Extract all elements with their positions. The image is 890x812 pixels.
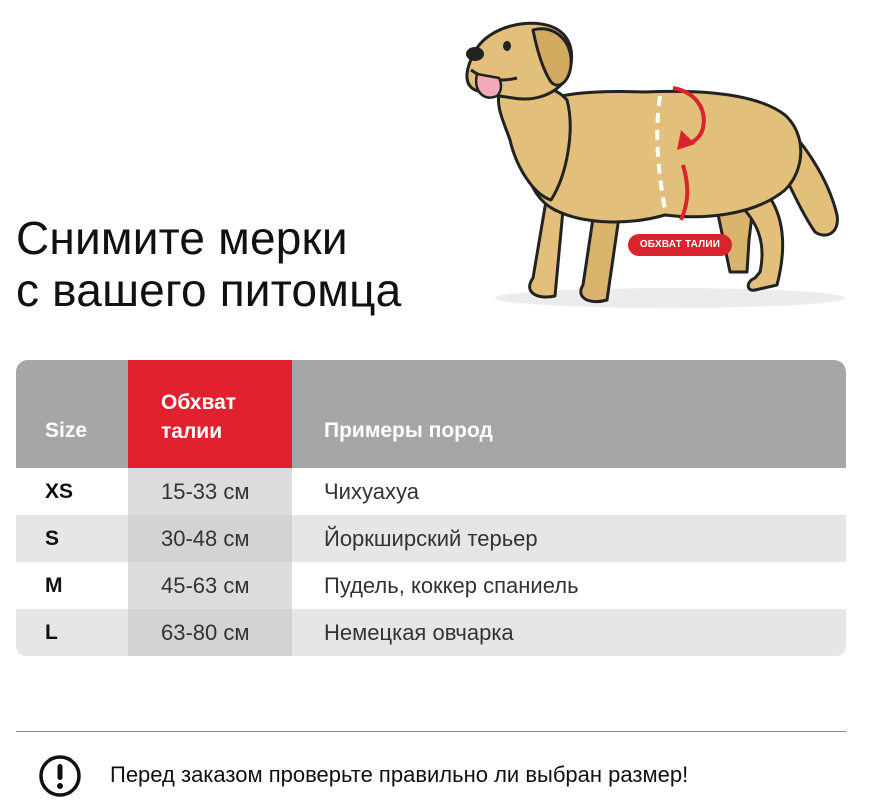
waist-cell: 63-80 см	[128, 609, 292, 656]
waist-measure-badge: ОБХВАТ ТАЛИИ	[628, 234, 732, 256]
header-size	[16, 360, 128, 468]
size-table	[16, 360, 846, 656]
header-size-label: Size	[45, 419, 88, 442]
breed-cell: Йоркширский терьер	[324, 526, 538, 551]
breed-cell: Чихуахуа	[324, 479, 419, 504]
page-title	[16, 212, 401, 316]
table-row	[16, 609, 846, 656]
table-row	[16, 562, 846, 609]
size-cell: L	[45, 621, 58, 644]
breed-cell: Пудель, коккер спаниель	[324, 573, 579, 598]
size-cell: M	[45, 574, 63, 597]
title-line-2: с вашего питомца	[16, 264, 402, 316]
breed-cell: Немецкая овчарка	[324, 620, 514, 645]
exclamation-circle-icon	[38, 754, 82, 798]
header-breeds	[292, 360, 846, 468]
waist-cell: 45-63 см	[128, 562, 292, 609]
dog-illustration	[455, 10, 855, 325]
table-row	[16, 515, 846, 562]
header-breeds-label: Примеры пород	[324, 419, 493, 442]
waist-cell: 15-33 см	[128, 468, 292, 515]
header-waist	[128, 360, 292, 468]
waist-cell: 30-48 см	[128, 515, 292, 562]
divider	[16, 731, 846, 732]
dog-icon	[455, 10, 855, 325]
table-row	[16, 468, 846, 515]
header-waist-label: Обхват талии	[161, 391, 237, 443]
table-header	[16, 360, 846, 468]
size-check-notice: Перед заказом проверьте правильно ли выбран размер!	[110, 762, 689, 787]
title-line-1: Снимите мерки	[16, 212, 348, 264]
size-cell: XS	[45, 480, 74, 503]
size-cell: S	[45, 527, 60, 550]
